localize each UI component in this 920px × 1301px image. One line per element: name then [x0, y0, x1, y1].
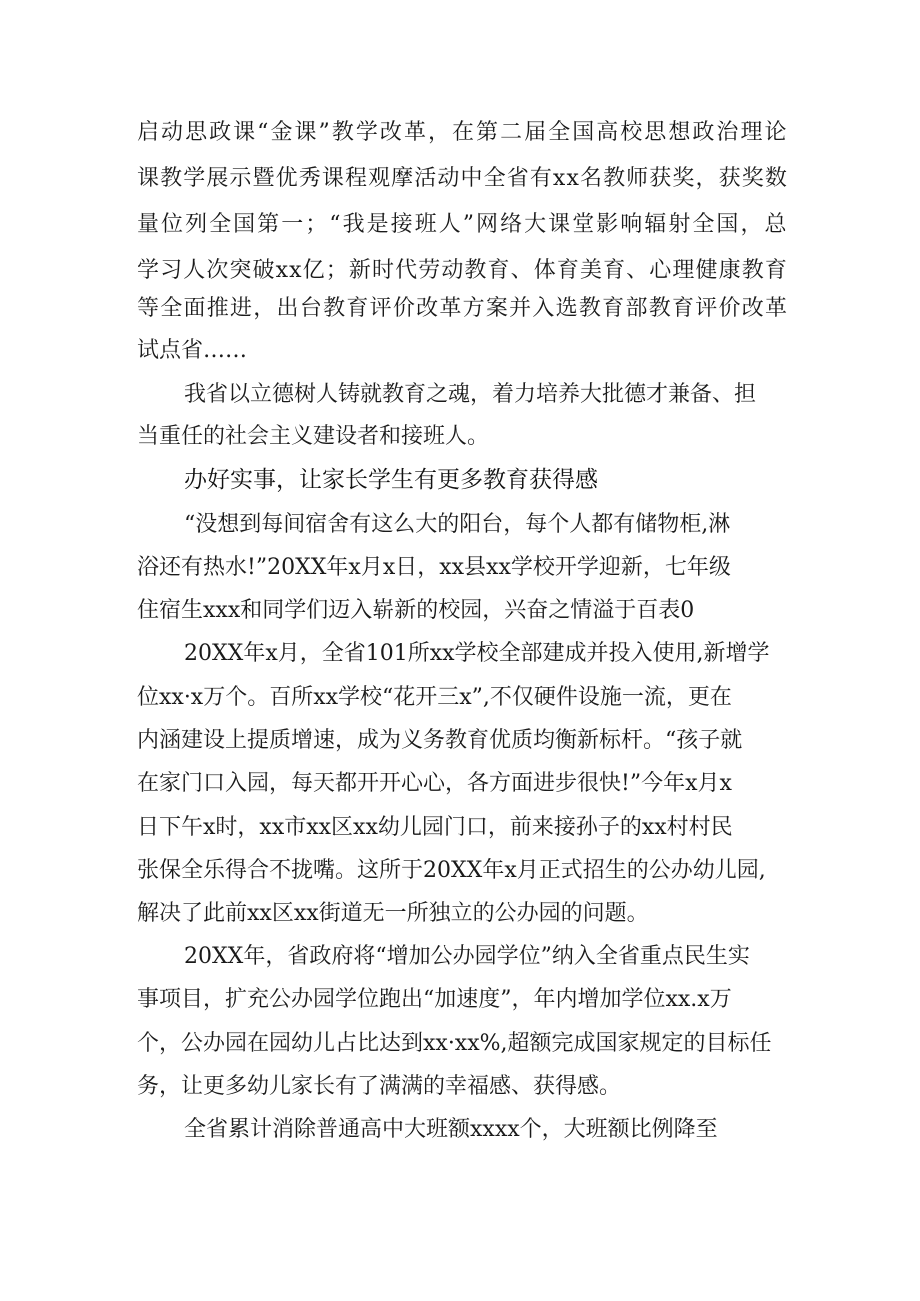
text-line: 在家门口入园，每天都开开心心，各方面进步很快!”今年x月x — [137, 771, 732, 796]
text-line: 内涵建设上提质增速，成为义务教育优质均衡新标杆。“孩子就 — [137, 728, 743, 753]
text-line: 启动思政课“金课”教学改革，在第二届全国高校思想政治理论 — [137, 120, 789, 145]
text-line: 浴还有热水!”20XX年x月x日，xx县xx学校开学迎新，七年级 — [137, 555, 731, 580]
text-line: 个，公办园在园幼儿占比达到xx·xx%,超额完成国家规定的目标任 — [137, 1031, 772, 1056]
text-line: 试点省…… — [137, 338, 248, 363]
text-line: 量位列全国第一；“我是接班人”网络大课堂影响辐射全国，总 — [137, 212, 789, 237]
text-line: 日下午x时，xx市xx区xx幼儿园门口，前来接孙子的xx村村民 — [137, 815, 733, 840]
text-line: 住宿生xxx和同学们迈入崭新的校园，兴奋之情溢于百表0 — [137, 598, 695, 623]
text-line: 等全面推进，出台教育评价改革方案并入选教育部教育评价改革 — [137, 296, 789, 321]
text-line: 20XX年，省政府将“增加公办园学位”纳入全省重点民生实 — [184, 944, 750, 969]
text-line: 事项目，扩充公办园学位跑出“加速度”，年内增加学位xx.x万 — [137, 987, 732, 1012]
text-line: 张保全乐得合不拢嘴。这所于20XX年x月正式招生的公办幼儿园, — [137, 858, 766, 883]
section-heading: 办好实事，让家长学生有更多教育获得感 — [184, 467, 598, 493]
text-line: 课教学展示暨优秀课程观摩活动中全省有xx名教师获奖，获奖数 — [137, 166, 788, 191]
text-line: 学习人次突破xx亿；新时代劳动教育、体育美育、心理健康教育 — [137, 258, 788, 283]
text-line: 全省累计消除普通高中大班额xxxx个，大班额比例降至 — [184, 1117, 718, 1142]
text-line: 位xx·x万个。百所xx学校“花开三x”,不仅硬件设施一流，更在 — [137, 685, 732, 710]
text-line: 当重任的社会主义建设者和接班人。 — [137, 424, 490, 449]
text-line: 解决了此前xx区xx街道无一所独立的公办园的问题。 — [137, 901, 649, 926]
text-line: 我省以立德树人铸就教育之魂，着力培养大批德才兼备、担 — [184, 382, 757, 407]
text-line: 务，让更多幼儿家长有了满满的幸福感、获得感。 — [137, 1074, 622, 1099]
text-line: “没想到每间宿舍有这么大的阳台，每个人都有储物柜,淋 — [184, 512, 731, 537]
text-line: 20XX年x月，全省101所xx学校全部建成并投入使用,新增学 — [184, 641, 770, 666]
